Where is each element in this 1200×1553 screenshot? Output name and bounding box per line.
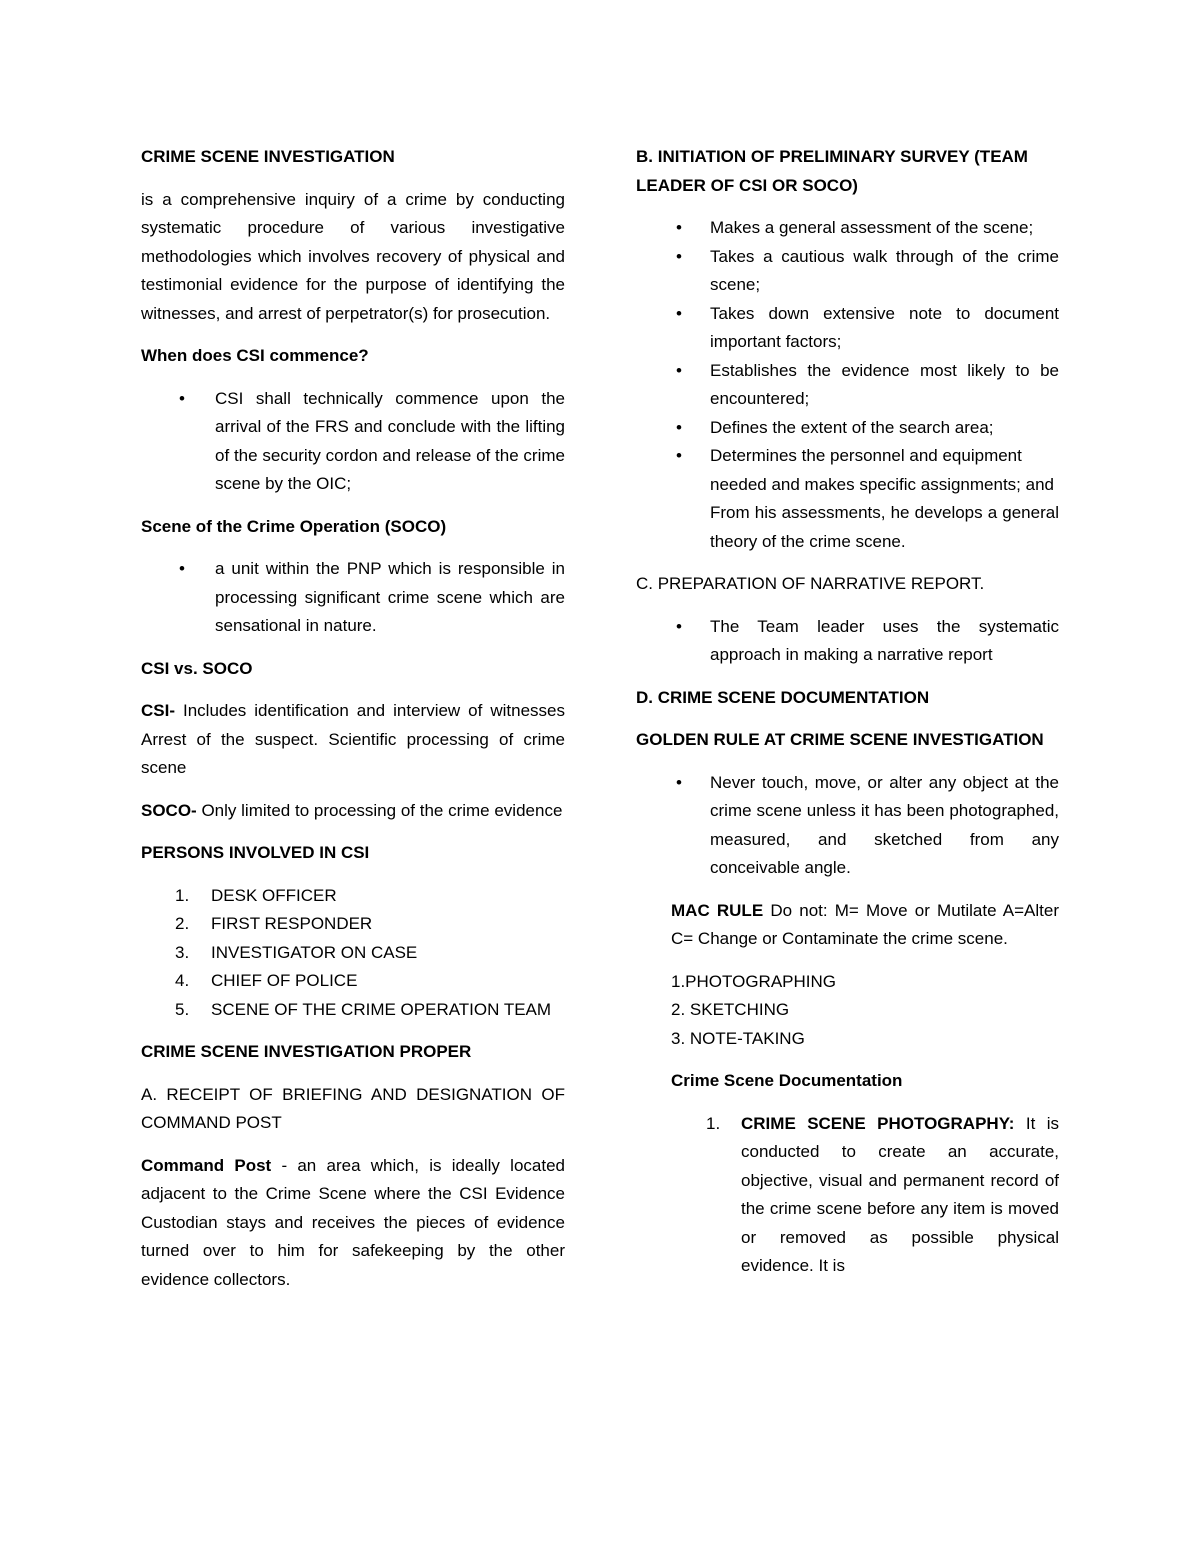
soco-label: SOCO-: [141, 800, 197, 820]
photography-text: It is conducted to create an accurate, objective, visual and permanent record of the crime scene before any item is moved or removed as possible physical evidence. It is: [741, 1113, 1059, 1275]
list-number: 3.: [175, 942, 190, 962]
list-text: The Team leader uses the systematic approach in making a narrative report: [710, 616, 1059, 664]
list-number: 4.: [175, 971, 190, 990]
proper-heading: CRIME SCENE INVESTIGATION PROPER: [141, 1042, 472, 1061]
bullet-icon: •: [676, 360, 682, 380]
list-text: SCENE OF THE CRIME OPERATION TEAM: [211, 999, 552, 1019]
left-column: [141, 143, 565, 1294]
list-number: 5.: [175, 999, 190, 1019]
section-b-list: [636, 214, 1059, 556]
list-item: 1.PHOTOGRAPHING: [671, 971, 836, 991]
soco-definition: [141, 797, 565, 826]
persons-list: [141, 882, 565, 1025]
list-item: [636, 613, 1059, 670]
list-text: Never touch, move, or alter any object at the crime scene unless it has been photographed, measured, and sketched from any conceivable angle.: [710, 772, 1059, 877]
csi-vs-soco-heading: CSI vs. SOCO: [141, 658, 253, 678]
list-item: 3. NOTE-TAKING: [671, 1028, 805, 1048]
list-item: [636, 414, 1059, 443]
list-item: [636, 214, 1059, 243]
bullet-icon: •: [179, 388, 185, 408]
csi-text: Includes identification and interview of witnesses Arrest of the suspect. Scientific processing of crime scene: [141, 701, 565, 777]
command-post-label: Command Post: [141, 1155, 272, 1175]
list-item: [141, 996, 565, 1025]
list-text: Takes a cautious walk through of the crime scene;: [710, 246, 1059, 294]
mac-rule-paragraph: [636, 897, 1059, 954]
list-item: [636, 1110, 1059, 1281]
list-item: [636, 442, 1059, 499]
list-text: Takes down extensive note to document important factors;: [710, 303, 1059, 351]
list-item: [636, 243, 1059, 300]
csi-definition: [141, 697, 565, 783]
documentation-steps: [636, 968, 1059, 1054]
list-number: 1.: [706, 1113, 721, 1133]
list-item: [636, 769, 1059, 883]
list-item: [636, 357, 1059, 414]
list-text: CHIEF OF POLICE: [211, 971, 358, 990]
list-item: [141, 967, 565, 996]
section-c-heading: C. PREPARATION OF NARRATIVE REPORT.: [636, 574, 985, 593]
list-number: 2.: [175, 914, 190, 933]
photography-label: CRIME SCENE PHOTOGRAPHY:: [741, 1113, 1015, 1133]
csi-label: CSI-: [141, 701, 175, 720]
section-a-heading: A. RECEIPT OF BRIEFING AND DESIGNATION OF COMMAND POST: [141, 1084, 565, 1132]
bullet-icon: •: [676, 417, 682, 437]
soco-bullet-text: a unit within the PNP which is responsible in processing significant crime scene which are sensational in nature.: [215, 559, 565, 635]
intro-paragraph: is a comprehensive inquiry of a crime by conducting systematic procedure of various investigative methodologies which involves recovery of physical and testimonial evidence for the purpose of identifying the witnesses, and arrest of perpetrator(s) for prosecution.: [141, 189, 565, 323]
golden-rule-heading: GOLDEN RULE AT CRIME SCENE INVESTIGATION: [636, 730, 1044, 749]
list-text: Defines the extent of the search area;: [710, 417, 994, 437]
list-item: [141, 910, 565, 939]
mac-rule-label: MAC RULE: [671, 900, 764, 920]
list-item: [141, 555, 565, 641]
when-heading: When does CSI commence?: [141, 346, 369, 365]
right-column: [636, 143, 1059, 1281]
when-bullet-text: CSI shall technically commence upon the arrival of the FRS and conclude with the lifting of the security cordon and release of the crime scene by the OIC;: [215, 388, 565, 493]
list-text: DESK OFFICER: [211, 885, 337, 905]
list-item: [636, 300, 1059, 357]
soco-text: Only limited to processing of the crime evidence: [196, 800, 563, 820]
list-text: INVESTIGATOR ON CASE: [211, 942, 418, 962]
list-text: From his assessments, he develops a general theory of the crime scene.: [710, 503, 1059, 551]
mac-rule-text: Do not: M= Move or Mutilate A=Alter C= Change or Contaminate the crime scene.: [671, 900, 1060, 948]
bullet-icon: •: [676, 218, 682, 237]
command-post-text: - an area which, is ideally located adjacent to the Crime Scene where the CSI Evidence Custodian stays and receives the pieces of evidence turned over to him for safekeeping by the other evidence collectors.: [141, 1155, 565, 1289]
list-item: [141, 939, 565, 968]
bullet-icon: •: [676, 303, 682, 323]
bullet-icon: •: [179, 559, 185, 578]
bullet-icon: •: [676, 246, 682, 266]
bullet-icon: •: [676, 616, 682, 636]
photography-paragraph: [741, 1110, 1059, 1281]
command-post-paragraph: [141, 1152, 565, 1295]
list-item: [141, 385, 565, 499]
list-text: Makes a general assessment of the scene;: [710, 218, 1034, 237]
section-d-heading: D. CRIME SCENE DOCUMENTATION: [636, 687, 930, 707]
list-text: Determines the personnel and equipment needed and makes specific assignments; and: [710, 446, 1054, 494]
list-number: 1.: [175, 885, 190, 905]
list-item-continuation: [636, 499, 1059, 556]
list-text: Establishes the evidence most likely to be encountered;: [710, 360, 1059, 408]
soco-heading: Scene of the Crime Operation (SOCO): [141, 516, 447, 536]
bullet-icon: •: [676, 772, 682, 792]
persons-heading: PERSONS INVOLVED IN CSI: [141, 843, 370, 862]
documentation-heading: Crime Scene Documentation: [671, 1071, 903, 1090]
list-item: [141, 882, 565, 911]
section-b-heading: B. INITIATION OF PRELIMINARY SURVEY (TEAM LEADER OF CSI OR SOCO): [636, 147, 1028, 195]
list-text: FIRST RESPONDER: [211, 914, 373, 933]
bullet-icon: •: [676, 446, 682, 465]
page-title: CRIME SCENE INVESTIGATION: [141, 147, 395, 166]
list-item: 2. SKETCHING: [671, 1000, 790, 1019]
